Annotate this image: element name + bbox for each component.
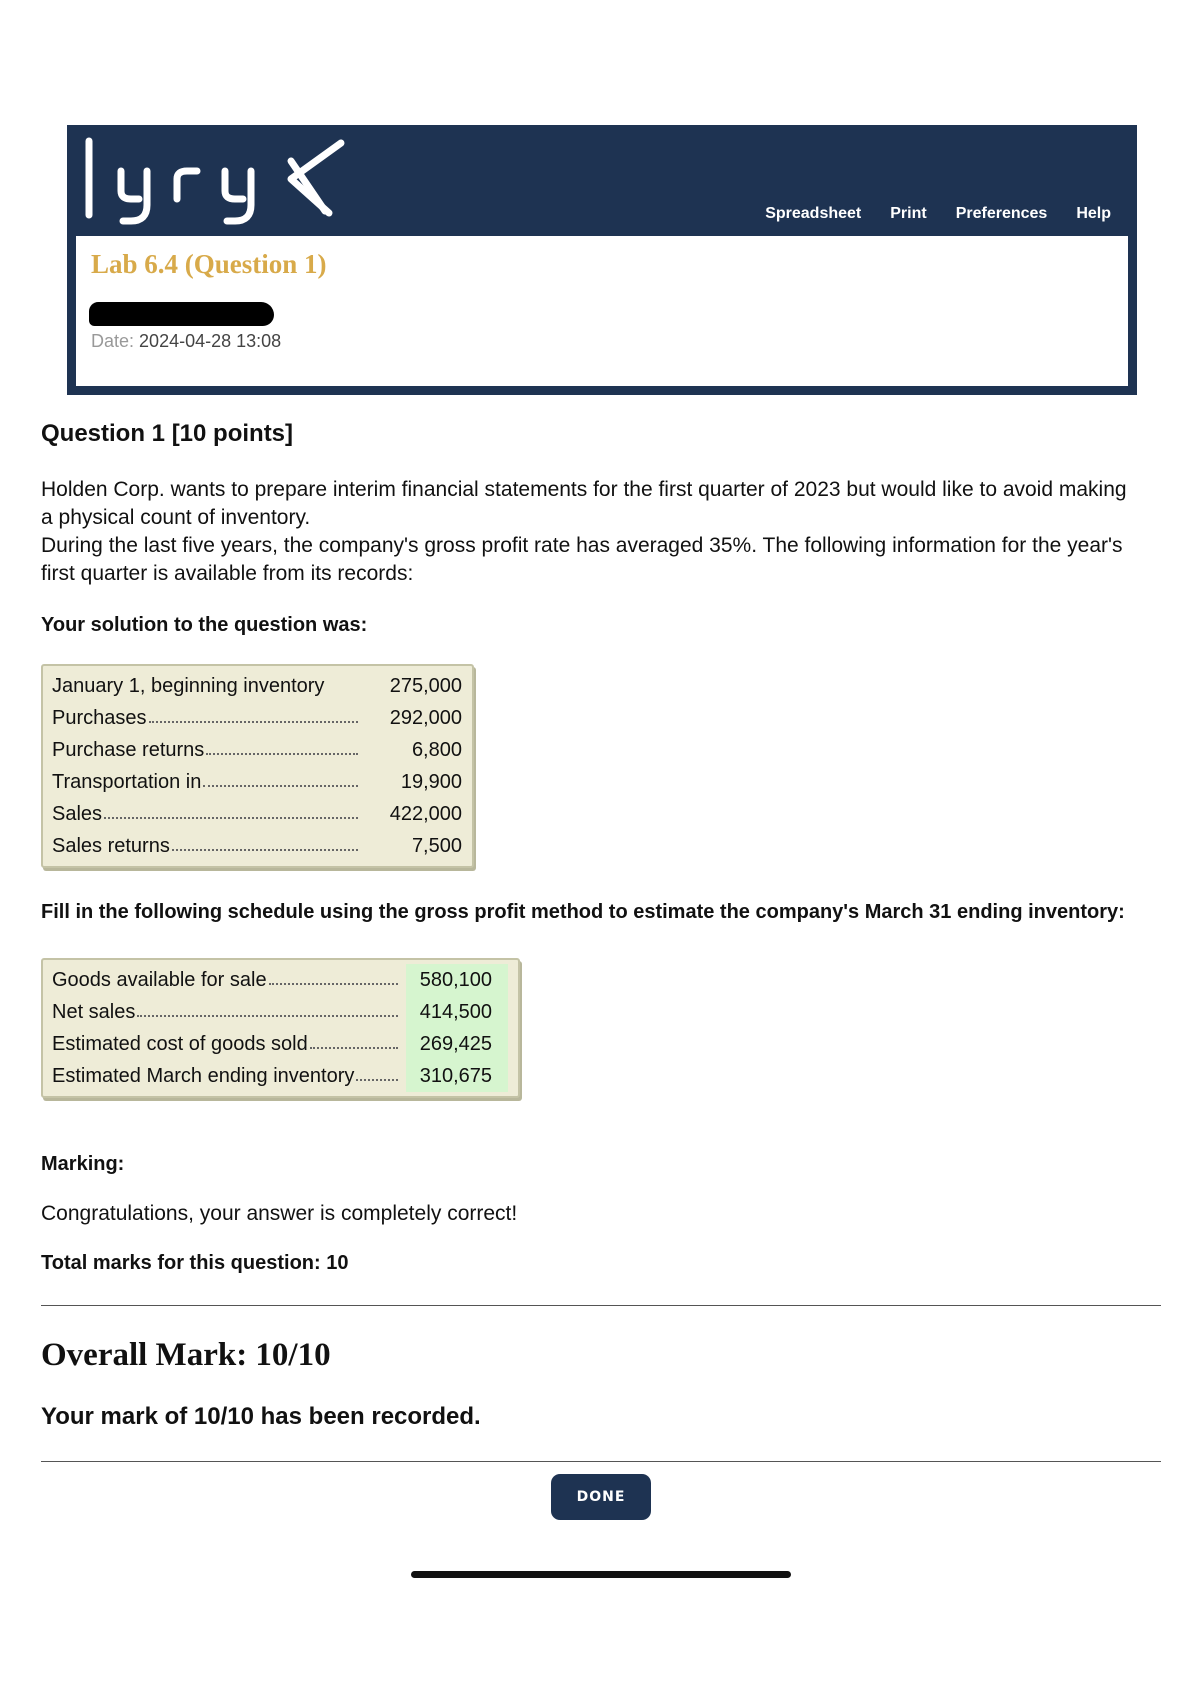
dotted-leader xyxy=(310,1047,398,1049)
given-data-table xyxy=(41,664,474,868)
answer-cell[interactable]: 310,675 xyxy=(406,1060,508,1092)
nav-help[interactable]: Help xyxy=(1076,205,1111,222)
dotted-leader xyxy=(269,983,398,985)
row-value: 275,000 xyxy=(389,674,462,697)
redacted-name xyxy=(89,302,274,326)
row-label: Transportation in xyxy=(52,770,202,793)
divider xyxy=(41,1461,1161,1462)
table-row xyxy=(52,1060,508,1092)
table-row xyxy=(52,702,462,734)
dotted-leader xyxy=(104,817,358,819)
dotted-leader xyxy=(356,1079,398,1081)
mark-recorded-message: Your mark of 10/10 has been recorded. xyxy=(41,1403,481,1430)
answer-cell[interactable]: 269,425 xyxy=(406,1028,508,1060)
row-label: Goods available for sale xyxy=(52,968,267,991)
nav-spreadsheet[interactable]: Spreadsheet xyxy=(765,205,862,222)
question-paragraph-1: Holden Corp. wants to prepare interim financial statements for the first quarter of 2023 but would like to avoid making a physical count of inventory. xyxy=(41,478,1127,529)
solution-label: Your solution to the question was: xyxy=(41,614,368,636)
row-value: 6,800 xyxy=(411,738,462,761)
schedule-table xyxy=(41,958,520,1098)
divider xyxy=(41,1305,1161,1306)
dotted-leader xyxy=(149,721,359,723)
table-row xyxy=(52,670,462,702)
dotted-leader xyxy=(203,785,358,787)
table-row xyxy=(52,964,508,996)
dotted-leader xyxy=(137,1015,398,1017)
row-label: Sales xyxy=(52,802,103,825)
table-row xyxy=(52,1028,508,1060)
table-row xyxy=(52,798,462,830)
table-row xyxy=(52,766,462,798)
question-paragraph-2: During the last five years, the company's gross profit rate has averaged 35%. The following information for the year's first quarter is available from its records: xyxy=(41,534,1123,585)
marking-label: Marking: xyxy=(41,1153,125,1175)
top-nav xyxy=(765,205,1111,223)
row-label: January 1, beginning inventory xyxy=(52,674,325,697)
row-label: Estimated cost of goods sold xyxy=(52,1032,308,1055)
marking-message: Congratulations, your answer is completely correct! xyxy=(41,1202,518,1225)
dotted-leader xyxy=(206,753,358,755)
table-row xyxy=(52,830,462,862)
row-label: Purchase returns xyxy=(52,738,205,761)
question-title: Question 1 [10 points] xyxy=(41,420,294,447)
nav-print[interactable]: Print xyxy=(890,205,927,222)
date-line xyxy=(91,331,281,352)
lab-title: Lab 6.4 (Question 1) xyxy=(91,249,327,279)
lyryx-logo xyxy=(79,135,349,227)
row-label: Sales returns xyxy=(52,834,170,857)
row-value: 422,000 xyxy=(389,802,462,825)
table-row xyxy=(52,996,508,1028)
total-marks: Total marks for this question: 10 xyxy=(41,1252,349,1274)
table-row xyxy=(52,734,462,766)
row-label: Net sales xyxy=(52,1000,136,1023)
row-label: Estimated March ending inventory xyxy=(52,1064,355,1087)
overall-mark: Overall Mark: 10/10 xyxy=(41,1337,331,1373)
row-value: 19,900 xyxy=(400,770,462,793)
home-indicator xyxy=(411,1571,791,1578)
schedule-instructions: Fill in the following schedule using the gross profit method to estimate the company's March 31 ending inventory: xyxy=(41,901,1125,923)
answer-cell[interactable]: 414,500 xyxy=(406,996,508,1028)
row-label: Purchases xyxy=(52,706,147,729)
date-label: Date: xyxy=(91,331,135,351)
done-button[interactable]: DONE xyxy=(551,1474,651,1520)
dotted-leader xyxy=(172,849,358,851)
row-value: 7,500 xyxy=(411,834,462,857)
row-value: 292,000 xyxy=(389,706,462,729)
date-value: 2024-04-28 13:08 xyxy=(139,331,282,351)
nav-preferences[interactable]: Preferences xyxy=(955,205,1048,222)
lyryx-header xyxy=(67,125,1137,395)
lab-info-panel xyxy=(76,236,1128,386)
answer-cell[interactable]: 580,100 xyxy=(406,964,508,996)
